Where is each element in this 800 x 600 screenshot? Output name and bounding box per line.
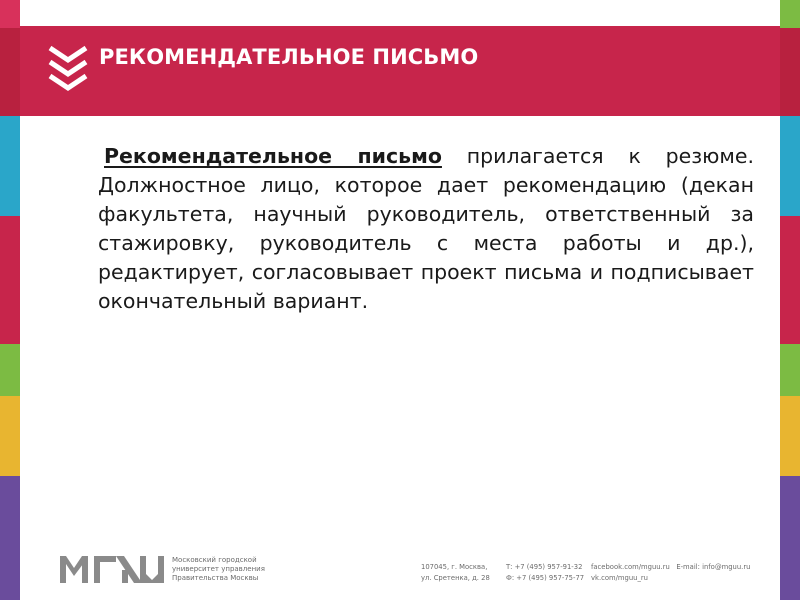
email-link[interactable]: E-mail: info@mguu.ru (676, 563, 751, 571)
left-color-stripe (0, 0, 20, 600)
vk-link[interactable]: vk.com/mguu_ru (591, 574, 648, 582)
right-color-stripe (780, 0, 800, 600)
slide-title: РЕКОМЕНДАТЕЛЬНОЕ ПИСЬМО (99, 45, 479, 69)
footer (20, 550, 780, 590)
body-paragraph (98, 142, 754, 316)
footer-phones: Т: +7 (495) 957-91-32 Ф: +7 (495) 957-75-77 (506, 563, 585, 582)
body-text: прилагается к резюме. Должностное лицо, которое дает рекомендацию (декан факультета, научный руководитель, ответственный за стажировку, руководитель с места работы и др.), редактирует, согласовывает проект письма и подписывает окончательный вариант. (98, 144, 754, 313)
chevron-stack-icon (46, 42, 90, 94)
mguu-wordmark-logo (60, 556, 164, 583)
facebook-link[interactable]: facebook.com/mguu.ru (591, 563, 670, 571)
body-term: Рекомендательное письмо (104, 144, 442, 168)
slide (20, 0, 780, 600)
university-name: Московский городской университет управления Правительства Москвы (172, 556, 265, 582)
footer-social (591, 562, 750, 584)
title-bar (20, 26, 780, 116)
footer-address: 107045, г. Москва, ул. Сретенка, д. 28 (421, 563, 490, 582)
